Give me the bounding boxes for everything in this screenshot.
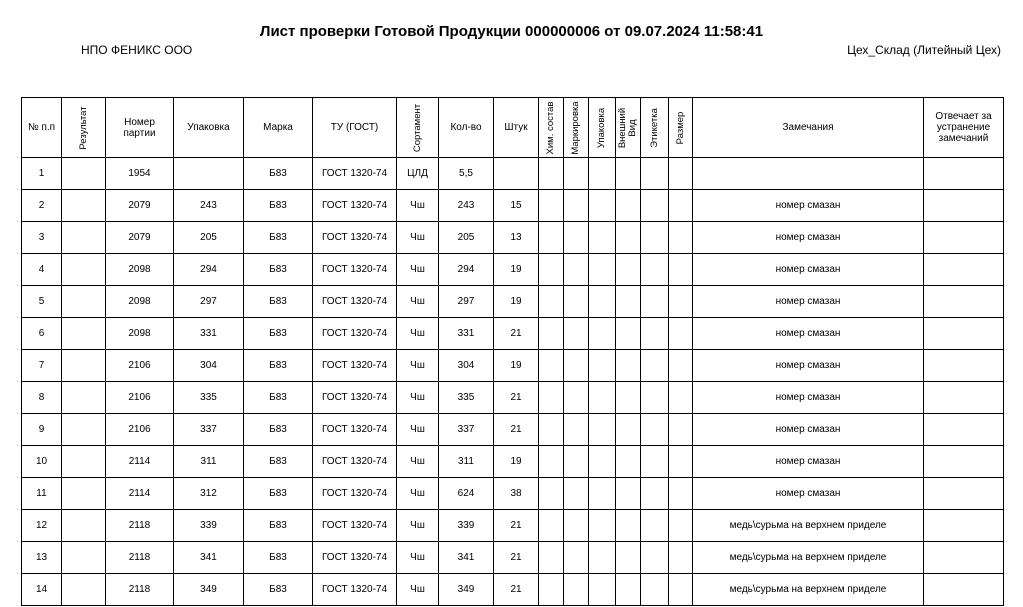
cell-check-packing xyxy=(589,446,616,478)
table-row xyxy=(22,222,1004,254)
cell-check-marking xyxy=(564,286,589,318)
cell-assortment: Чш xyxy=(397,382,439,414)
cell-pieces xyxy=(494,158,539,190)
cell-check-chem xyxy=(539,350,564,382)
cell-num: 11 xyxy=(22,478,62,510)
cell-qty: 331 xyxy=(439,318,494,350)
cell-check-label xyxy=(641,574,669,606)
cell-qty: 311 xyxy=(439,446,494,478)
table-row xyxy=(22,158,1004,190)
cell-batch: 2114 xyxy=(106,446,174,478)
col-header-package: Упаковка xyxy=(174,98,244,158)
cell-check-packing xyxy=(589,542,616,574)
cell-batch: 2118 xyxy=(106,574,174,606)
col-header-result: Результат xyxy=(62,98,106,158)
cell-num: 6 xyxy=(22,318,62,350)
col-header-marking: Маркировка xyxy=(564,98,589,158)
cell-standard: ГОСТ 1320-74 xyxy=(313,414,397,446)
cell-package: 304 xyxy=(174,350,244,382)
cell-pieces: 21 xyxy=(494,510,539,542)
cell-result xyxy=(62,478,106,510)
cell-brand: Б83 xyxy=(244,286,313,318)
cell-brand: Б83 xyxy=(244,318,313,350)
table-row xyxy=(22,414,1004,446)
cell-qty: 337 xyxy=(439,414,494,446)
cell-check-appearance xyxy=(616,542,641,574)
cell-batch: 2118 xyxy=(106,542,174,574)
cell-standard: ГОСТ 1320-74 xyxy=(313,190,397,222)
cell-check-label xyxy=(641,318,669,350)
cell-check-appearance xyxy=(616,286,641,318)
table-row xyxy=(22,382,1004,414)
cell-standard: ГОСТ 1320-74 xyxy=(313,510,397,542)
table-row xyxy=(22,446,1004,478)
cell-responsible xyxy=(924,510,1004,542)
cell-standard: ГОСТ 1320-74 xyxy=(313,318,397,350)
cell-result xyxy=(62,158,106,190)
cell-assortment: Чш xyxy=(397,222,439,254)
document-title: Лист проверки Готовой Продукции 000000006 от 09.07.2024 11:58:41 xyxy=(259,23,764,40)
cell-responsible xyxy=(924,542,1004,574)
cell-package: 349 xyxy=(174,574,244,606)
cell-check-appearance xyxy=(616,222,641,254)
cell-check-label xyxy=(641,350,669,382)
cell-remarks: номер смазан xyxy=(693,254,924,286)
cell-check-packing xyxy=(589,318,616,350)
cell-remarks: номер смазан xyxy=(693,190,924,222)
cell-num: 14 xyxy=(22,574,62,606)
cell-check-chem xyxy=(539,510,564,542)
cell-check-size xyxy=(669,350,693,382)
inspection-table xyxy=(21,97,1004,606)
cell-responsible xyxy=(924,318,1004,350)
cell-pieces: 19 xyxy=(494,350,539,382)
cell-result xyxy=(62,574,106,606)
cell-remarks: номер смазан xyxy=(693,222,924,254)
department-name: Цех_Склад (Литейный Цех) xyxy=(847,43,1001,57)
cell-responsible xyxy=(924,222,1004,254)
cell-package: 339 xyxy=(174,510,244,542)
cell-standard: ГОСТ 1320-74 xyxy=(313,574,397,606)
cell-brand: Б83 xyxy=(244,542,313,574)
cell-package xyxy=(174,158,244,190)
cell-batch: 2098 xyxy=(106,318,174,350)
cell-remarks: номер смазан xyxy=(693,350,924,382)
cell-num: 5 xyxy=(22,286,62,318)
cell-remarks xyxy=(693,158,924,190)
col-header-responsible: Отвечает за устранение замечаний xyxy=(924,98,1004,158)
cell-package: 297 xyxy=(174,286,244,318)
cell-standard: ГОСТ 1320-74 xyxy=(313,446,397,478)
cell-package: 243 xyxy=(174,190,244,222)
cell-num: 1 xyxy=(22,158,62,190)
cell-responsible xyxy=(924,478,1004,510)
cell-check-packing xyxy=(589,286,616,318)
cell-check-appearance xyxy=(616,446,641,478)
cell-batch: 2079 xyxy=(106,190,174,222)
cell-check-marking xyxy=(564,510,589,542)
cell-check-label xyxy=(641,190,669,222)
cell-assortment: Чш xyxy=(397,318,439,350)
cell-result xyxy=(62,446,106,478)
cell-check-chem xyxy=(539,414,564,446)
cell-assortment: Чш xyxy=(397,542,439,574)
cell-responsible xyxy=(924,446,1004,478)
cell-num: 4 xyxy=(22,254,62,286)
cell-num: 3 xyxy=(22,222,62,254)
cell-check-appearance xyxy=(616,574,641,606)
cell-check-size xyxy=(669,478,693,510)
cell-standard: ГОСТ 1320-74 xyxy=(313,158,397,190)
cell-remarks: номер смазан xyxy=(693,318,924,350)
cell-standard: ГОСТ 1320-74 xyxy=(313,478,397,510)
table-row xyxy=(22,190,1004,222)
cell-remarks: номер смазан xyxy=(693,446,924,478)
col-header-qty: Кол-во xyxy=(439,98,494,158)
cell-check-size xyxy=(669,414,693,446)
cell-brand: Б83 xyxy=(244,574,313,606)
cell-package: 311 xyxy=(174,446,244,478)
cell-check-chem xyxy=(539,158,564,190)
cell-batch: 2118 xyxy=(106,510,174,542)
cell-remarks: номер смазан xyxy=(693,478,924,510)
cell-qty: 294 xyxy=(439,254,494,286)
col-header-size: Размер xyxy=(669,98,693,158)
cell-brand: Б83 xyxy=(244,382,313,414)
cell-assortment: Чш xyxy=(397,350,439,382)
cell-responsible xyxy=(924,574,1004,606)
cell-num: 7 xyxy=(22,350,62,382)
cell-check-size xyxy=(669,222,693,254)
cell-result xyxy=(62,222,106,254)
cell-qty: 339 xyxy=(439,510,494,542)
cell-check-appearance xyxy=(616,382,641,414)
cell-check-label xyxy=(641,158,669,190)
col-header-remarks: Замечания xyxy=(693,98,924,158)
cell-brand: Б83 xyxy=(244,510,313,542)
cell-standard: ГОСТ 1320-74 xyxy=(313,286,397,318)
cell-check-marking xyxy=(564,414,589,446)
cell-batch: 2098 xyxy=(106,286,174,318)
cell-result xyxy=(62,382,106,414)
cell-check-size xyxy=(669,446,693,478)
cell-check-packing xyxy=(589,350,616,382)
cell-result xyxy=(62,254,106,286)
cell-assortment: Чш xyxy=(397,446,439,478)
cell-brand: Б83 xyxy=(244,414,313,446)
table-row xyxy=(22,542,1004,574)
cell-check-chem xyxy=(539,478,564,510)
cell-check-label xyxy=(641,222,669,254)
cell-check-chem xyxy=(539,542,564,574)
cell-batch: 2106 xyxy=(106,382,174,414)
cell-check-appearance xyxy=(616,510,641,542)
cell-check-chem xyxy=(539,286,564,318)
cell-package: 335 xyxy=(174,382,244,414)
cell-pieces: 21 xyxy=(494,382,539,414)
cell-pieces: 21 xyxy=(494,318,539,350)
cell-check-size xyxy=(669,318,693,350)
cell-assortment: Чш xyxy=(397,286,439,318)
cell-standard: ГОСТ 1320-74 xyxy=(313,254,397,286)
table-row xyxy=(22,510,1004,542)
cell-check-marking xyxy=(564,542,589,574)
cell-check-marking xyxy=(564,254,589,286)
cell-check-chem xyxy=(539,222,564,254)
cell-pieces: 15 xyxy=(494,190,539,222)
cell-batch: 2106 xyxy=(106,414,174,446)
cell-assortment: Чш xyxy=(397,190,439,222)
table-row xyxy=(22,574,1004,606)
cell-check-packing xyxy=(589,158,616,190)
cell-check-marking xyxy=(564,318,589,350)
cell-remarks: номер смазан xyxy=(693,382,924,414)
cell-qty: 335 xyxy=(439,382,494,414)
cell-result xyxy=(62,318,106,350)
cell-check-size xyxy=(669,574,693,606)
cell-check-packing xyxy=(589,478,616,510)
cell-qty: 304 xyxy=(439,350,494,382)
cell-qty: 297 xyxy=(439,286,494,318)
cell-standard: ГОСТ 1320-74 xyxy=(313,542,397,574)
col-header-standard: ТУ (ГОСТ) xyxy=(313,98,397,158)
cell-check-chem xyxy=(539,382,564,414)
table-row xyxy=(22,478,1004,510)
cell-num: 10 xyxy=(22,446,62,478)
col-header-label: Этикетка xyxy=(641,98,669,158)
cell-check-marking xyxy=(564,382,589,414)
cell-remarks: медь\сурьма на верхнем приделе xyxy=(693,542,924,574)
cell-check-marking xyxy=(564,190,589,222)
cell-responsible xyxy=(924,350,1004,382)
cell-check-label xyxy=(641,286,669,318)
cell-responsible xyxy=(924,158,1004,190)
cell-check-appearance xyxy=(616,414,641,446)
cell-check-packing xyxy=(589,382,616,414)
cell-batch: 2098 xyxy=(106,254,174,286)
cell-check-marking xyxy=(564,158,589,190)
cell-assortment: Чш xyxy=(397,574,439,606)
cell-assortment: ЦЛД xyxy=(397,158,439,190)
cell-brand: Б83 xyxy=(244,446,313,478)
cell-num: 8 xyxy=(22,382,62,414)
col-header-brand: Марка xyxy=(244,98,313,158)
table-row xyxy=(22,286,1004,318)
cell-check-size xyxy=(669,158,693,190)
cell-qty: 624 xyxy=(439,478,494,510)
col-header-num: № п.п xyxy=(22,98,62,158)
cell-standard: ГОСТ 1320-74 xyxy=(313,222,397,254)
cell-check-label xyxy=(641,446,669,478)
cell-responsible xyxy=(924,254,1004,286)
cell-check-appearance xyxy=(616,190,641,222)
cell-check-chem xyxy=(539,190,564,222)
cell-package: 294 xyxy=(174,254,244,286)
cell-check-chem xyxy=(539,574,564,606)
cell-brand: Б83 xyxy=(244,158,313,190)
organization-name: НПО ФЕНИКС ООО xyxy=(81,43,193,57)
cell-responsible xyxy=(924,286,1004,318)
cell-package: 205 xyxy=(174,222,244,254)
cell-result xyxy=(62,190,106,222)
cell-qty: 349 xyxy=(439,574,494,606)
cell-result xyxy=(62,542,106,574)
cell-pieces: 38 xyxy=(494,478,539,510)
cell-check-packing xyxy=(589,574,616,606)
cell-check-marking xyxy=(564,350,589,382)
cell-check-chem xyxy=(539,318,564,350)
cell-qty: 341 xyxy=(439,542,494,574)
cell-check-size xyxy=(669,190,693,222)
cell-check-packing xyxy=(589,190,616,222)
cell-brand: Б83 xyxy=(244,254,313,286)
cell-num: 2 xyxy=(22,190,62,222)
col-header-batch: Номер партии xyxy=(106,98,174,158)
cell-remarks: номер смазан xyxy=(693,414,924,446)
cell-check-label xyxy=(641,382,669,414)
cell-check-chem xyxy=(539,446,564,478)
cell-check-appearance xyxy=(616,254,641,286)
cell-result xyxy=(62,414,106,446)
cell-check-packing xyxy=(589,254,616,286)
cell-brand: Б83 xyxy=(244,478,313,510)
cell-responsible xyxy=(924,382,1004,414)
cell-pieces: 21 xyxy=(494,542,539,574)
cell-check-marking xyxy=(564,222,589,254)
cell-batch: 2114 xyxy=(106,478,174,510)
cell-qty: 205 xyxy=(439,222,494,254)
cell-check-appearance xyxy=(616,318,641,350)
cell-check-marking xyxy=(564,574,589,606)
cell-pieces: 19 xyxy=(494,254,539,286)
cell-package: 331 xyxy=(174,318,244,350)
cell-pieces: 21 xyxy=(494,574,539,606)
cell-result xyxy=(62,286,106,318)
cell-assortment: Чш xyxy=(397,510,439,542)
cell-check-size xyxy=(669,542,693,574)
cell-check-packing xyxy=(589,222,616,254)
cell-assortment: Чш xyxy=(397,254,439,286)
cell-check-size xyxy=(669,286,693,318)
col-header-assortment: Сортамент xyxy=(397,98,439,158)
cell-num: 9 xyxy=(22,414,62,446)
cell-remarks: медь\сурьма на верхнем приделе xyxy=(693,574,924,606)
cell-qty: 5,5 xyxy=(439,158,494,190)
col-header-appearance: Внешний Вид xyxy=(616,98,641,158)
cell-result xyxy=(62,510,106,542)
cell-check-size xyxy=(669,382,693,414)
table-row xyxy=(22,350,1004,382)
cell-brand: Б83 xyxy=(244,190,313,222)
cell-check-size xyxy=(669,254,693,286)
cell-qty: 243 xyxy=(439,190,494,222)
cell-num: 12 xyxy=(22,510,62,542)
cell-assortment: Чш xyxy=(397,478,439,510)
cell-package: 341 xyxy=(174,542,244,574)
cell-check-marking xyxy=(564,478,589,510)
cell-responsible xyxy=(924,190,1004,222)
table-row xyxy=(22,254,1004,286)
cell-package: 337 xyxy=(174,414,244,446)
col-header-chem: Хим. состав xyxy=(539,98,564,158)
cell-check-packing xyxy=(589,510,616,542)
cell-remarks: номер смазан xyxy=(693,286,924,318)
cell-check-label xyxy=(641,414,669,446)
col-header-packing: Упаковка xyxy=(589,98,616,158)
cell-brand: Б83 xyxy=(244,222,313,254)
col-header-pieces: Штук xyxy=(494,98,539,158)
cell-responsible xyxy=(924,414,1004,446)
table-header-row xyxy=(22,98,1004,158)
cell-assortment: Чш xyxy=(397,414,439,446)
cell-check-marking xyxy=(564,446,589,478)
cell-result xyxy=(62,350,106,382)
cell-check-appearance xyxy=(616,350,641,382)
cell-check-label xyxy=(641,478,669,510)
cell-pieces: 21 xyxy=(494,414,539,446)
cell-pieces: 19 xyxy=(494,446,539,478)
cell-check-size xyxy=(669,510,693,542)
cell-batch: 2106 xyxy=(106,350,174,382)
cell-batch: 1954 xyxy=(106,158,174,190)
cell-batch: 2079 xyxy=(106,222,174,254)
cell-check-appearance xyxy=(616,158,641,190)
cell-check-label xyxy=(641,254,669,286)
cell-num: 13 xyxy=(22,542,62,574)
cell-pieces: 13 xyxy=(494,222,539,254)
cell-brand: Б83 xyxy=(244,350,313,382)
cell-standard: ГОСТ 1320-74 xyxy=(313,350,397,382)
cell-pieces: 19 xyxy=(494,286,539,318)
table-row xyxy=(22,318,1004,350)
cell-check-label xyxy=(641,510,669,542)
cell-check-chem xyxy=(539,254,564,286)
cell-check-packing xyxy=(589,414,616,446)
cell-package: 312 xyxy=(174,478,244,510)
cell-remarks: медь\сурьма на верхнем приделе xyxy=(693,510,924,542)
cell-check-appearance xyxy=(616,478,641,510)
cell-standard: ГОСТ 1320-74 xyxy=(313,382,397,414)
cell-check-label xyxy=(641,542,669,574)
